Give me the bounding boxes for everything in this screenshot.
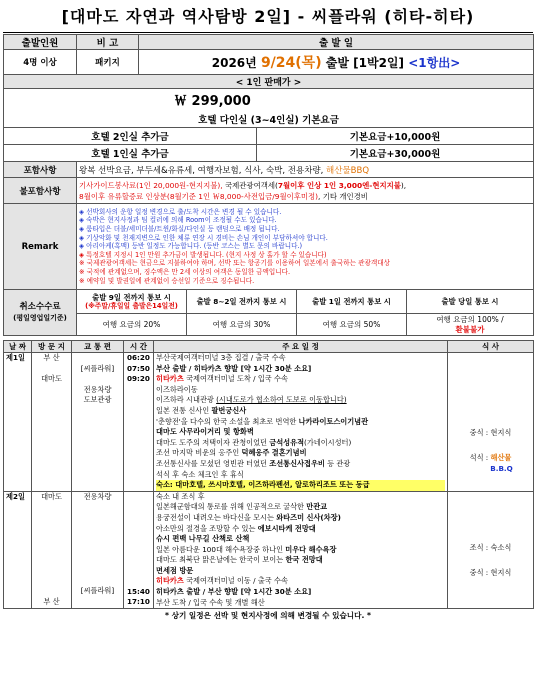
header-departure: 출 발 일 <box>139 35 534 50</box>
list-item: 히타카츠 국제여객터미널 이동 / 출국 수속 <box>156 576 288 586</box>
day1-itinerary <box>154 353 448 492</box>
sched-head-transport: 교 통 편 <box>72 341 124 353</box>
day1-meals: 중식 : 현지식 석식 : 해산물 B.B.Q <box>448 353 534 492</box>
info-table <box>3 34 534 290</box>
list-item: 부산 도착 / 입국 수속 및 개별 해산 <box>156 597 265 607</box>
list-item: 석식 후 숙소 체크인 후 휴식 <box>156 469 244 479</box>
list-item: 조선 마지막 비운의 옹주인 덕혜옹주 결혼기념비 <box>156 448 307 458</box>
departure-group: <1항出> <box>408 56 461 70</box>
day2-itinerary <box>154 491 448 609</box>
sched-head-date: 날 짜 <box>4 341 32 353</box>
list-item: 히타카츠 출발 / 부산 향발 [약 1시간 30분 소요] <box>156 587 312 597</box>
schedule-table <box>3 340 534 609</box>
list-item: 대마도 도주의 저택이자 관청이었던 금석성유적(가네이시성터) <box>156 437 352 447</box>
cancel-col1-fee: 여행 요금의 20% <box>77 314 187 336</box>
remark-label: Remark <box>4 204 77 290</box>
includes-text: 왕복 선박요금, 부두세&유류세, 여행자보험, 식사, 숙박, 전용차량, 해산물BBQ <box>77 162 534 178</box>
departure-date <box>139 50 534 75</box>
footer-note: * 상기 일정은 선박 및 현지사정에 의해 변경될 수 있습니다. * <box>165 611 371 621</box>
day1-label: 제1일 <box>4 353 32 492</box>
list-item: 부산 출발 / 히타카츠 향발 [약 1시간 30분 소요] <box>156 363 312 373</box>
day2-meals: 조식 : 숙소식 중식 : 현지식 <box>448 491 534 609</box>
excludes-text: 기사가이드봉사료(1인 20,000원-현지지불), 국제관광여객세(7월이후 인상 1인 3,000엔-현지지불), 8월이후 유류할증료 인상분(8월기준 1인 ￦8,000-사전입금/9월이후미정), 기타 개인경비 <box>77 178 534 204</box>
price-amount: ￦ 299,000 <box>4 89 534 111</box>
list-item: 일본 전통 신사인 팔번궁신사 <box>156 405 247 415</box>
cancel-col1-head: 출발 9일 전까지 통보 시 (※주말/휴일일 출발은14일전) <box>77 290 187 314</box>
departure-day: 9/24(목) <box>260 55 322 71</box>
list-item: 부산국제여객터미널 3층 집결 / 출국 수속 <box>156 353 286 362</box>
list-item: 면세점 방문 <box>156 565 194 575</box>
header-people: 출발인원 <box>4 35 77 50</box>
extra-2room-label: 호텔 2인실 추가금 <box>4 128 257 145</box>
extra-1room-value: 기본요금+30,000원 <box>257 145 534 162</box>
list-item: 슈시 편백 나무길 산책로 산책 <box>156 534 250 544</box>
list-item: 히타카츠 국제여객터미널 도착 / 입국 수속 <box>156 374 288 384</box>
cancel-col3-head: 출발 1일 전까지 통보 시 <box>297 290 407 314</box>
sched-head-meal: 식 사 <box>448 341 534 353</box>
list-item: 이즈하라이동 <box>156 384 198 394</box>
day1-transport: [씨플라워] 전용차량 도보관광 <box>72 353 124 492</box>
day2-places: 대마도 부 산 <box>32 491 72 609</box>
cancel-col2-fee: 여행 요금의 30% <box>187 314 297 336</box>
day1-places: 부 산 대마도 <box>32 353 72 492</box>
day2-times: 15:40 17:10 <box>124 491 154 609</box>
list-item: 일본해군함대의 통로를 위해 인공적으로 굴삭한 만관교 <box>156 502 328 512</box>
list-item: 대마도 최북단 맑은날에는 한국이 보이는 한국 전망대 <box>156 555 323 565</box>
list-item: 용궁전설이 내려오는 바다신을 모시는 와타즈미 신사(차장) <box>156 512 341 522</box>
departure-suffix: 출발 [1박2일] <box>325 56 405 70</box>
cancel-col2-head: 출발 8~2일 전까지 통보 시 <box>187 290 297 314</box>
includes-label: 포함사항 <box>4 162 77 178</box>
day2-label: 제2일 <box>4 491 32 609</box>
sched-head-time: 시 간 <box>124 341 154 353</box>
includes-bbq: 해산물BBQ <box>326 165 370 176</box>
extra-1room-label: 호텔 1인실 추가금 <box>4 145 257 162</box>
page-title: [대마도 자연과 역사탐방 2일] - 씨플라워 (히타-히타) <box>3 2 533 33</box>
sched-head-place: 방 문 지 <box>32 341 72 353</box>
list-item: 숙소: 대마호텔, 쓰시마호텔, 이즈하라펜션, 알로하리조트 또는 동급 <box>156 480 445 491</box>
list-item: 대마도 사무라이거리 및 항화벽 <box>156 427 254 437</box>
people-count: 4명 이상 <box>4 50 77 75</box>
departure-year: 2026년 <box>211 56 257 70</box>
list-item: 이즈하라 시내관광 (시내도로가 협소하여 도보로 이동합니다) <box>156 395 347 405</box>
list-item: 아소만의 절경을 조망할 수 있는 에보시타케 전망대 <box>156 523 316 533</box>
list-item: '춘향전'을 다수의 한국 소설을 최초로 번역한 나카라이토스이기념관 <box>156 416 369 426</box>
list-item: 조선통신사를 모셨던 영빈관 터였던 조선통신사접우비 등 관광 <box>156 458 351 468</box>
cancel-col4-fee: 여행 요금의 100% / 환불불가 <box>407 314 534 336</box>
cancel-label: 취소수수료 (평일영업일기준) <box>4 290 77 336</box>
remark-bullets: ◈ 선박회사의 운항 일정 변경으로 출/도착 시간은 변경 될 수 있습니다. ◈ 숙박은 현지사정과 팀 컬러에 의해 Room이 조정될 수도 있습니다. ◈ 룸타입은 더블/세미더블/트윈/화실/다인실 등 랜덤으로 배정 됩니다. ◈ 기상악화 및 천재지변으로 인한 체류 연장 시 경비는 손님 개인이 부담하셔야 합니다. ◈ 아리아케(혹맥) 등반 일정도 가능합니다. (등반 코스는 별도 문의 바랍니다.) ◈ 특정호텔 지정시 1인 만원 추가금이 발생됩니다. (현지 사정 상 홀가 할 수 있습니다) ※ 국제관광여객세는 현금으로 지불하여야 하며, 선박 또는 항공기를 이용하여 일본에서 출국하는 관광객대상 ※ 국적에 관계없으며, 징수액은 만 2세 이상의 여객은 동일한 금액입니다. ※ 예약일 및 발권일에 관계없이 승선일 기준으로 징수됩니다. <box>77 204 534 290</box>
package-type: 패키지 <box>77 50 139 75</box>
cancel-table <box>3 289 534 336</box>
price-label: < 1인 판매가 > <box>4 75 534 89</box>
header-note: 비 고 <box>77 35 139 50</box>
excludes-label: 불포함사항 <box>4 178 77 204</box>
extra-2room-value: 기본요금+10,000원 <box>257 128 534 145</box>
day1-times: 06:20 07:50 09:20 <box>124 353 154 492</box>
list-item: 숙소 내 조식 후 <box>156 491 205 501</box>
cancel-col4-head: 출발 당일 통보 시 <box>407 290 534 314</box>
price-base: 호텔 다인실 (3~4인실) 기본요금 <box>4 111 534 128</box>
list-item: 일본 아름다운 100대 해수욕장중 하나인 미우다 해수욕장 <box>156 544 337 554</box>
day2-transport: 전용차량 [씨플라워] <box>72 491 124 609</box>
cancel-col3-fee: 여행 요금의 50% <box>297 314 407 336</box>
sched-head-itinerary: 주 요 일 정 <box>154 341 448 353</box>
